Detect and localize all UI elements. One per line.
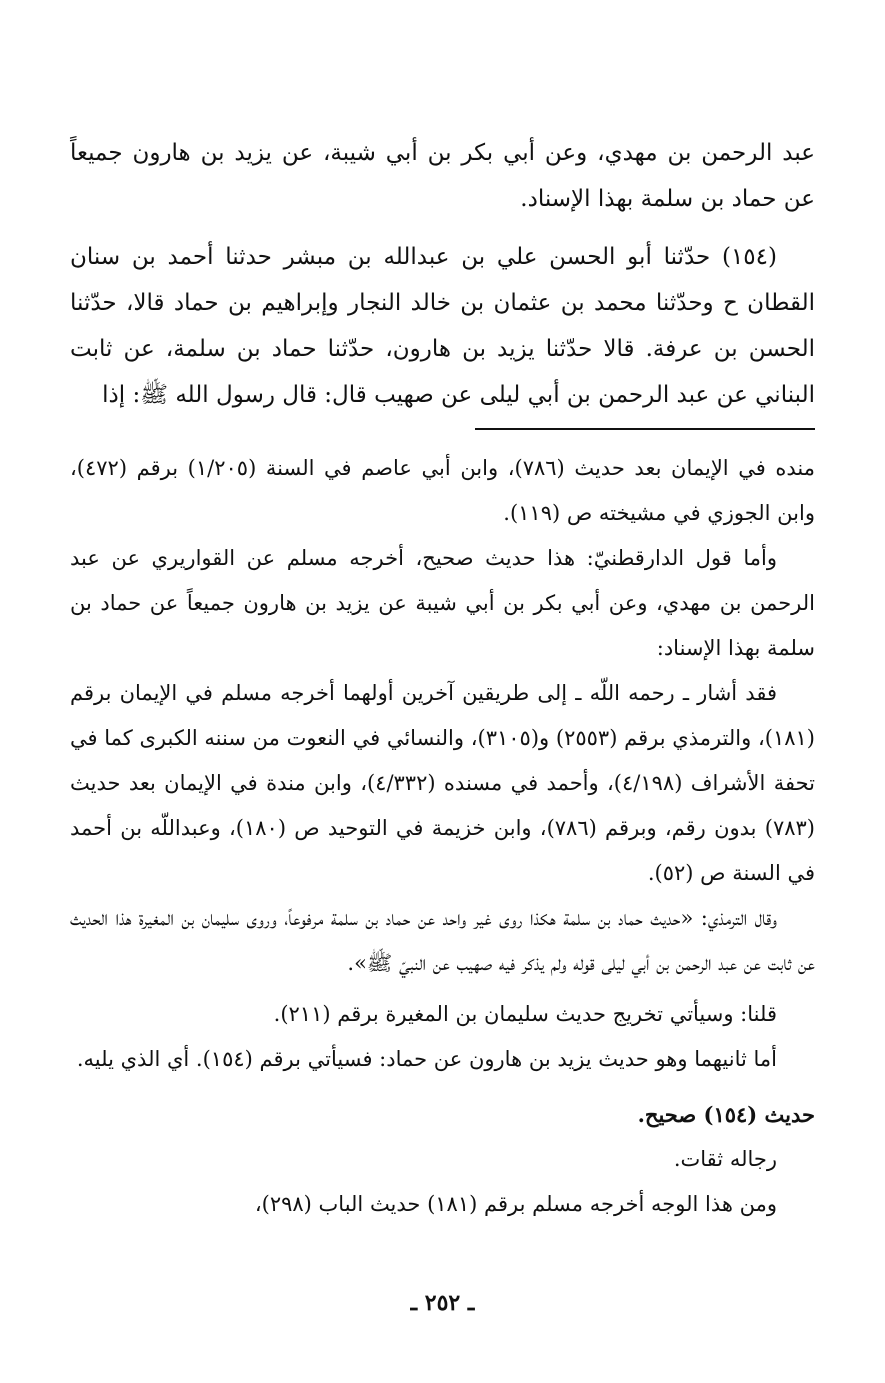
main-paragraph-1: عبد الرحمن بن مهدي، وعن أبي بكر بن أبي شيبة، عن يزيد بن هارون جميعاً عن حماد بن سلمة بهذا الإسناد. bbox=[70, 140, 815, 212]
footnote-paragraph-1: منده في الإيمان بعد حديث (٧٨٦)، وابن أبي عاصم في السنة (١/٢٠٥) برقم (٤٧٢)، وابن الجوزي في مشيخته ص (١١٩). bbox=[70, 456, 815, 525]
page-body bbox=[70, 130, 815, 1227]
footnote-heading-hadith-154: حديث (١٥٤) صحيح. bbox=[637, 1102, 815, 1127]
footnotes bbox=[70, 446, 815, 1227]
footnote-paragraph-6: أما ثانيهما وهو حديث يزيد بن هارون عن حماد: فسيأتي برقم (١٥٤). أي الذي يليه. bbox=[76, 1047, 777, 1071]
footnote-divider bbox=[475, 428, 815, 430]
footnote-paragraph-4: وقال الترمذي: «حديث حماد بن سلمة هكذا روى غير واحد عن حماد بن سلمة مرفوعاً، وروى سليمان بن المغيرة هذا الحديث عن ثابت عن عبد الرحمن بن أبي ليلى قوله ولم يذكر فيه صهيب عن النبيّ ﷺ». bbox=[70, 906, 815, 975]
footnote-paragraph-3: فقد أشار ـ رحمه اللّه ـ إلى طريقين آخرين أولهما أخرجه مسلم في الإيمان برقم (١٨١)، والترمذي برقم (٢٥٥٣) و(٣١٠٥)، والنسائي في النعوت من سننه الكبرى كما في تحفة الأشراف (٤/١٩٨)، وأحمد في مسنده (٤/٣٣٢)، وابن مندة في الإيمان بعد حديث (٧٨٣) بدون رقم، وبرقم (٧٨٦)، وابن خزيمة في التوحيد ص (١٨٠)، وعبداللّه بن أحمد في السنة ص (٥٢). bbox=[70, 681, 815, 885]
main-text bbox=[70, 130, 815, 418]
footnote-paragraph-5: قلنا: وسيأتي تخريج حديث سليمان بن المغيرة برقم (٢١١). bbox=[273, 1002, 777, 1026]
footnote-paragraph-7: رجاله ثقات. bbox=[673, 1147, 777, 1171]
footnote-paragraph-8: ومن هذا الوجه أخرجه مسلم برقم (١٨١) حديث الباب (٢٩٨)، bbox=[254, 1192, 777, 1216]
main-paragraph-hadith-154: (١٥٤) حدّثنا أبو الحسن علي بن عبدالله بن مبشر حدثنا أحمد بن سنان القطان ح وحدّثنا محمد بن عثمان بن خالد النجار وإبراهيم بن حماد قالا، حدّثنا الحسن بن عرفة. قالا حدّثنا يزيد بن هارون، حدّثنا حماد بن سلمة، عن ثابت البناني عن عبد الرحمن بن أبي ليلى عن صهيب قال: قال رسول الله ﷺ: إذا bbox=[70, 244, 815, 408]
page-number: ـ ٢٥٢ ـ bbox=[410, 1290, 475, 1316]
footnote-paragraph-2: وأما قول الدارقطنيّ: هذا حديث صحيح، أخرجه مسلم عن القواريري عن عبد الرحمن بن مهدي، وعن أبي بكر بن أبي شيبة عن يزيد بن هارون جميعاً عن حماد بن سلمة بهذا الإسناد: bbox=[70, 546, 815, 660]
